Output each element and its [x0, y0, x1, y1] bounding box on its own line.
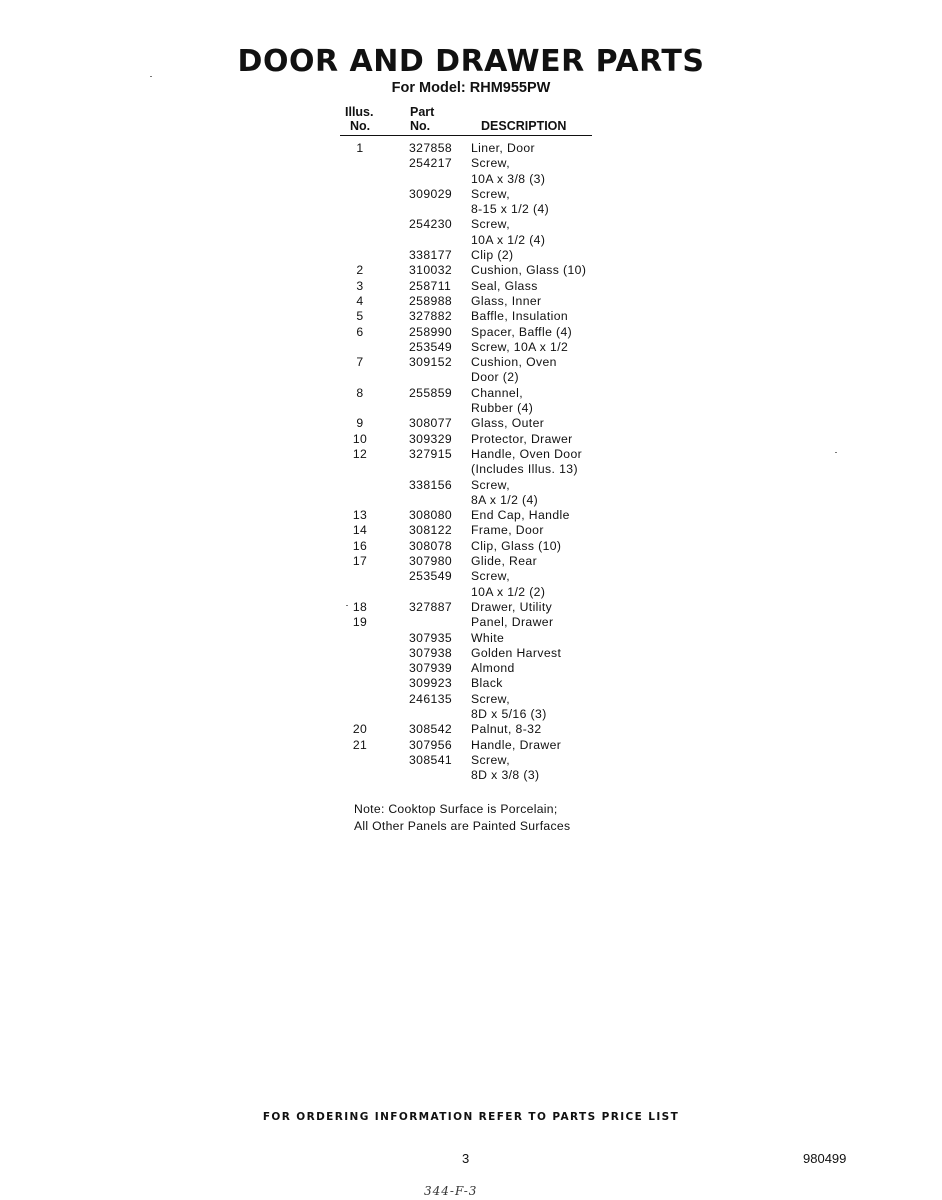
description-line: (Includes Illus. 13): [471, 462, 578, 477]
table-row: [340, 523, 600, 538]
document-number: 980499: [803, 1151, 847, 1166]
part-description: [471, 309, 600, 324]
part-number: 253549: [409, 569, 453, 584]
description-line: Baffle, Insulation: [471, 309, 569, 324]
part-number: 308080: [409, 508, 453, 523]
part-number: 308078: [409, 538, 453, 553]
note-line-2: All Other Panels are Painted Surfaces: [354, 819, 571, 833]
description-line: Door (2): [471, 370, 519, 385]
description-line: Screw,: [471, 569, 510, 584]
part-number: 254230: [409, 217, 453, 232]
part-description: [471, 263, 600, 278]
illus-number: 17: [352, 554, 368, 569]
part-number: 310032: [409, 263, 453, 278]
description-line: Drawer, Utility: [471, 599, 553, 614]
table-row: [340, 432, 600, 447]
scan-speck: [835, 452, 837, 453]
description-line: 8D x 3/8 (3): [471, 768, 540, 783]
table-row: [340, 325, 600, 340]
description-line: Channel,: [471, 385, 523, 400]
illus-number: 4: [356, 293, 364, 308]
table-row: [340, 646, 600, 661]
description-line: 10A x 1/2 (2): [471, 584, 546, 599]
table-row: [340, 676, 600, 691]
illus-column-header: [345, 105, 373, 133]
model-subtitle: For Model: RHM955PW: [391, 80, 551, 96]
part-column-header: [410, 105, 434, 133]
description-line: Clip, Glass (10): [471, 538, 562, 553]
header-divider: [340, 135, 592, 136]
ordering-info: FOR ORDERING INFORMATION REFER TO PARTS PRICE LIST: [262, 1111, 680, 1123]
table-row: [340, 217, 600, 248]
description-line: 10A x 1/2 (4): [471, 232, 546, 247]
part-description: [471, 569, 600, 600]
description-line: Glide, Rear: [471, 554, 538, 569]
description-line: Screw,: [471, 752, 510, 767]
table-row: [340, 508, 600, 523]
part-number: 258988: [409, 293, 453, 308]
part-number: 308542: [409, 722, 453, 737]
description-line: Screw,: [471, 217, 510, 232]
part-description: [471, 432, 600, 447]
handwritten-annotation: 344-F-3: [424, 1184, 478, 1198]
part-number: 309029: [409, 186, 453, 201]
part-description: [471, 187, 600, 218]
scan-speck: [346, 605, 348, 606]
description-line: 10A x 3/8 (3): [471, 171, 546, 186]
table-row: [340, 600, 600, 615]
description-line: White: [471, 630, 505, 645]
table-row: [340, 294, 600, 309]
description-line: Seal, Glass: [471, 278, 538, 293]
table-row: [340, 248, 600, 263]
part-number: 338156: [409, 477, 453, 492]
part-number: 258711: [409, 278, 452, 293]
part-description: [471, 523, 600, 538]
table-row: [340, 631, 600, 646]
illus-number: 18: [352, 599, 368, 614]
parts-table: [340, 104, 600, 783]
illus-number: 19: [352, 615, 368, 630]
part-number: 309152: [409, 355, 453, 370]
description-line: Glass, Inner: [471, 293, 542, 308]
illus-number: 20: [352, 722, 368, 737]
table-row: [340, 539, 600, 554]
part-description: [471, 722, 600, 737]
page-number: 3: [462, 1151, 470, 1166]
part-number: 254217: [409, 156, 453, 171]
part-number: 308077: [409, 416, 453, 431]
table-row: [340, 309, 600, 324]
table-row: [340, 263, 600, 278]
part-description: [471, 416, 600, 431]
description-line: Screw,: [471, 477, 510, 492]
description-line: End Cap, Handle: [471, 508, 570, 523]
description-line: 8-15 x 1/2 (4): [471, 202, 550, 217]
table-row: [340, 416, 600, 431]
part-description: [471, 615, 600, 630]
illus-number: 8: [356, 385, 364, 400]
table-row: [340, 738, 600, 753]
illus-number: 6: [356, 324, 364, 339]
description-column-header: DESCRIPTION: [481, 119, 567, 133]
illus-number: 3: [356, 278, 364, 293]
part-description: [471, 692, 600, 723]
part-header-line1: Part: [410, 105, 435, 119]
description-line: Panel, Drawer: [471, 615, 554, 630]
table-row: [340, 355, 600, 386]
illus-number: 14: [352, 523, 368, 538]
part-number: 258990: [409, 324, 453, 339]
part-description: [471, 294, 600, 309]
part-description: [471, 508, 600, 523]
part-number: 327858: [409, 141, 453, 155]
description-line: Screw, 10A x 1/2: [471, 339, 569, 354]
page-title: DOOR AND DRAWER PARTS: [237, 44, 705, 79]
part-number: 307980: [409, 554, 453, 569]
part-number: 255859: [409, 385, 453, 400]
illus-number: 7: [356, 355, 364, 370]
description-line: Almond: [471, 661, 515, 676]
part-number: 246135: [409, 691, 453, 706]
table-row: [340, 615, 600, 630]
part-description: [471, 738, 600, 753]
description-line: Liner, Door: [471, 141, 536, 155]
note: [354, 801, 570, 835]
part-number: 309329: [409, 431, 453, 446]
table-row: [340, 141, 600, 156]
part-description: [471, 325, 600, 340]
description-line: Screw,: [471, 156, 510, 171]
illus-number: 5: [356, 309, 364, 324]
table-body: [340, 141, 600, 783]
illus-header-line1: Illus.: [345, 105, 374, 119]
description-line: Palnut, 8-32: [471, 722, 542, 737]
part-description: [471, 248, 600, 263]
illus-number: 13: [352, 508, 368, 523]
part-description: [471, 279, 600, 294]
part-description: [471, 539, 600, 554]
table-row: [340, 661, 600, 676]
part-description: [471, 631, 600, 646]
part-number: 327915: [409, 446, 453, 461]
description-line: Handle, Drawer: [471, 737, 562, 752]
description-line: Black: [471, 676, 503, 691]
part-number: 308122: [409, 523, 453, 538]
illus-number: 1: [356, 141, 364, 155]
part-description: [471, 661, 600, 676]
table-row: [340, 692, 600, 723]
table-row: [340, 386, 600, 417]
table-row: [340, 554, 600, 569]
description-line: Screw,: [471, 691, 510, 706]
description-line: Protector, Drawer: [471, 431, 573, 446]
table-row: [340, 279, 600, 294]
part-description: [471, 478, 600, 509]
description-line: 8A x 1/2 (4): [471, 492, 539, 507]
description-line: Rubber (4): [471, 401, 534, 416]
table-row: [340, 569, 600, 600]
part-description: [471, 447, 600, 478]
note-line-1: Note: Cooktop Surface is Porcelain;: [354, 802, 558, 816]
description-line: Glass, Outer: [471, 416, 545, 431]
part-description: [471, 217, 600, 248]
part-description: [471, 156, 600, 187]
part-number: 307938: [409, 645, 453, 660]
illus-number: 12: [352, 446, 368, 461]
part-number: 309923: [409, 676, 453, 691]
part-number: 307939: [409, 661, 453, 676]
table-row: [340, 187, 600, 218]
table-row: [340, 722, 600, 737]
description-line: Frame, Door: [471, 523, 544, 538]
part-number: 338177: [409, 248, 453, 263]
part-number: 307935: [409, 630, 453, 645]
description-line: Screw,: [471, 186, 510, 201]
part-number: 327882: [409, 309, 453, 324]
part-number: 327887: [409, 599, 453, 614]
description-line: Golden Harvest: [471, 645, 562, 660]
part-number: 308541: [409, 752, 453, 767]
part-number: 253549: [409, 339, 453, 354]
table-row: [340, 340, 600, 355]
illus-header-line2: No.: [350, 119, 371, 133]
description-line: Spacer, Baffle (4): [471, 324, 573, 339]
part-number: 307956: [409, 737, 453, 752]
scan-speck: [150, 76, 152, 77]
description-line: Handle, Oven Door: [471, 446, 583, 461]
part-description: [471, 600, 600, 615]
part-description: [471, 646, 600, 661]
description-line: Cushion, Glass (10): [471, 263, 587, 278]
table-row: [340, 753, 600, 784]
description-line: Clip (2): [471, 248, 514, 263]
illus-number: 16: [352, 538, 368, 553]
illus-number: 21: [352, 737, 368, 752]
illus-number: 9: [356, 416, 364, 431]
part-description: [471, 141, 600, 156]
table-header: [340, 104, 600, 136]
part-description: [471, 753, 600, 784]
table-row: [340, 156, 600, 187]
part-description: [471, 676, 600, 691]
illus-number: 10: [352, 431, 368, 446]
part-header-line2: No.: [410, 119, 431, 133]
illus-number: 2: [356, 263, 364, 278]
table-row: [340, 447, 600, 478]
part-description: [471, 340, 600, 355]
part-description: [471, 554, 600, 569]
table-row: [340, 478, 600, 509]
part-description: [471, 386, 600, 417]
description-line: 8D x 5/16 (3): [471, 706, 547, 721]
description-line: Cushion, Oven: [471, 355, 557, 370]
part-description: [471, 355, 600, 386]
